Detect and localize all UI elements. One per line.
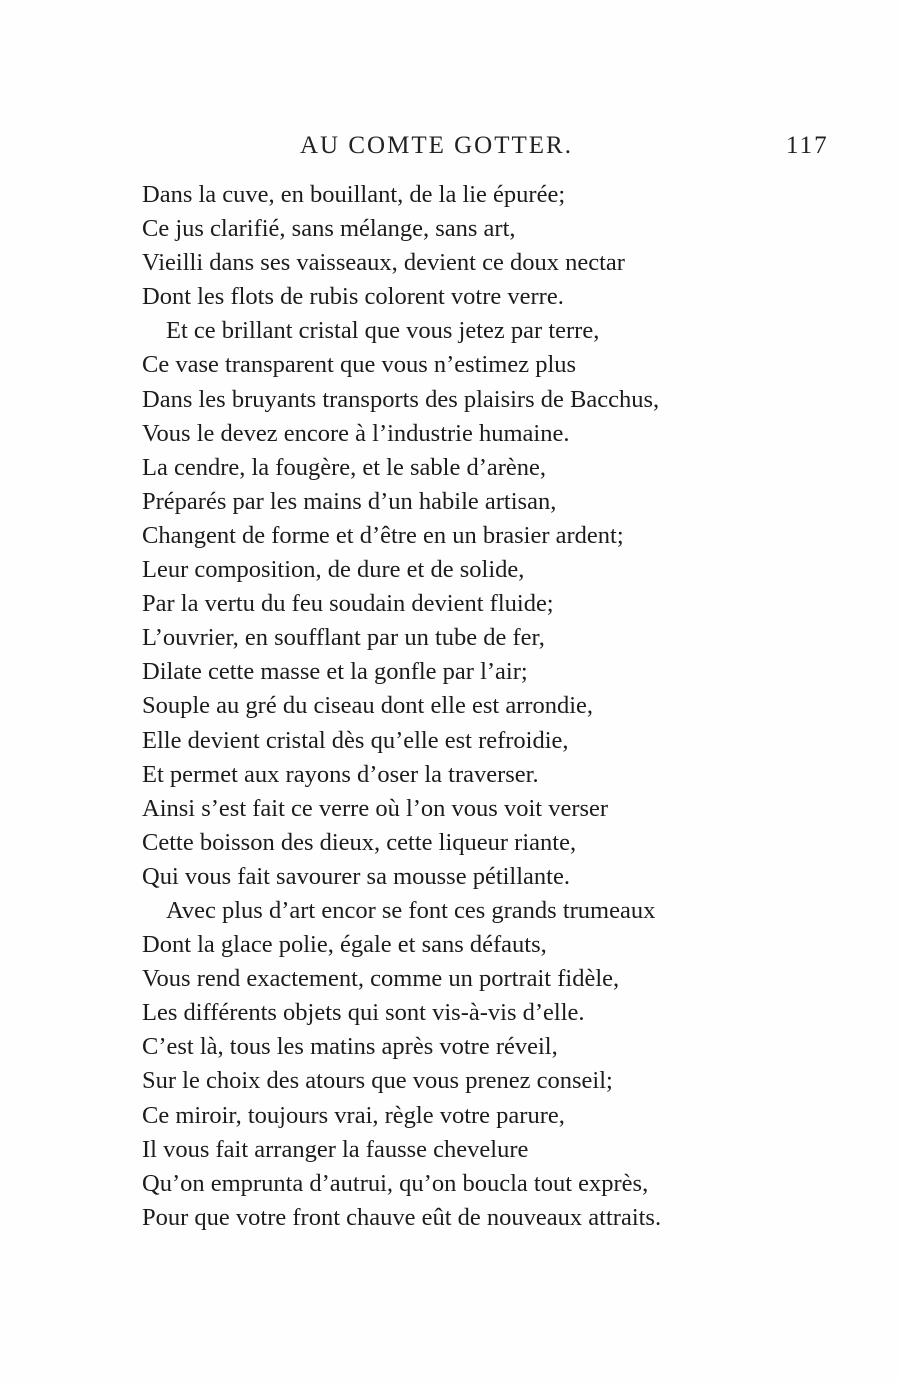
verse-line: Il vous fait arranger la fausse chevelure bbox=[142, 1135, 529, 1163]
verse-line: Changent de forme et d’être en un brasier ardent; bbox=[142, 521, 624, 549]
verse-line: Les différents objets qui sont vis-à-vis d’elle. bbox=[142, 999, 585, 1027]
verse-line: Vous rend exactement, comme un portrait fidèle, bbox=[142, 965, 620, 993]
verse-line: Souple au gré du ciseau dont elle est arrondie, bbox=[142, 692, 594, 720]
verse-line: Dilate cette masse et la gonfle par l’air; bbox=[142, 658, 528, 686]
verse-line: Cette boisson des dieux, cette liqueur riante, bbox=[142, 828, 577, 856]
verse-line: Vieilli dans ses vaisseaux, devient ce doux nectar bbox=[142, 249, 625, 277]
verse-line: Qu’on emprunta d’autrui, qu’on boucla tout exprès, bbox=[142, 1169, 649, 1197]
verse-line: Ce miroir, toujours vrai, règle votre parure, bbox=[142, 1101, 565, 1129]
verse-line: Ce vase transparent que vous n’estimez plus bbox=[142, 351, 577, 379]
verse-line: Dans les bruyants transports des plaisirs de Bacchus, bbox=[142, 385, 660, 413]
verse-line-indented: Et ce brillant cristal que vous jetez par terre, bbox=[166, 317, 600, 345]
verse-line: C’est là, tous les matins après votre réveil, bbox=[142, 1033, 558, 1061]
verse-line: Vous le devez encore à l’industrie humaine. bbox=[142, 419, 570, 447]
verse-line: Ce jus clarifié, sans mélange, sans art, bbox=[142, 215, 516, 243]
verse-line: Préparés par les mains d’un habile artisan, bbox=[142, 487, 557, 515]
verse-line: Dont les flots de rubis colorent votre verre. bbox=[142, 283, 564, 311]
verse-line: La cendre, la fougère, et le sable d’arène, bbox=[142, 453, 547, 481]
verse-line: L’ouvrier, en soufflant par un tube de fer, bbox=[142, 624, 545, 652]
verse-line: Pour que votre front chauve eût de nouveaux attraits. bbox=[142, 1203, 662, 1231]
running-head bbox=[0, 132, 900, 168]
running-title: AU COMTE GOTTER. bbox=[300, 132, 573, 159]
verse-line: Dont la glace polie, égale et sans défauts, bbox=[142, 931, 547, 959]
verse-line: Elle devient cristal dès qu’elle est refroidie, bbox=[142, 726, 569, 754]
verse-line: Par la vertu du feu soudain devient fluide; bbox=[142, 590, 554, 618]
page-number: 117 bbox=[786, 132, 829, 159]
verse-line-indented: Avec plus d’art encor se font ces grands trumeaux bbox=[166, 896, 656, 924]
verse-line: Ainsi s’est fait ce verre où l’on vous voit verser bbox=[142, 794, 609, 822]
verse-line: Sur le choix des atours que vous prenez conseil; bbox=[142, 1067, 613, 1095]
verse-line: Leur composition, de dure et de solide, bbox=[142, 556, 525, 584]
verse-line: Dans la cuve, en bouillant, de la lie épurée; bbox=[142, 181, 566, 208]
poem-text bbox=[142, 178, 842, 1235]
verse-line: Et permet aux rayons d’oser la traverser. bbox=[142, 760, 539, 788]
verse-line: Qui vous fait savourer sa mousse pétillante. bbox=[142, 862, 570, 890]
